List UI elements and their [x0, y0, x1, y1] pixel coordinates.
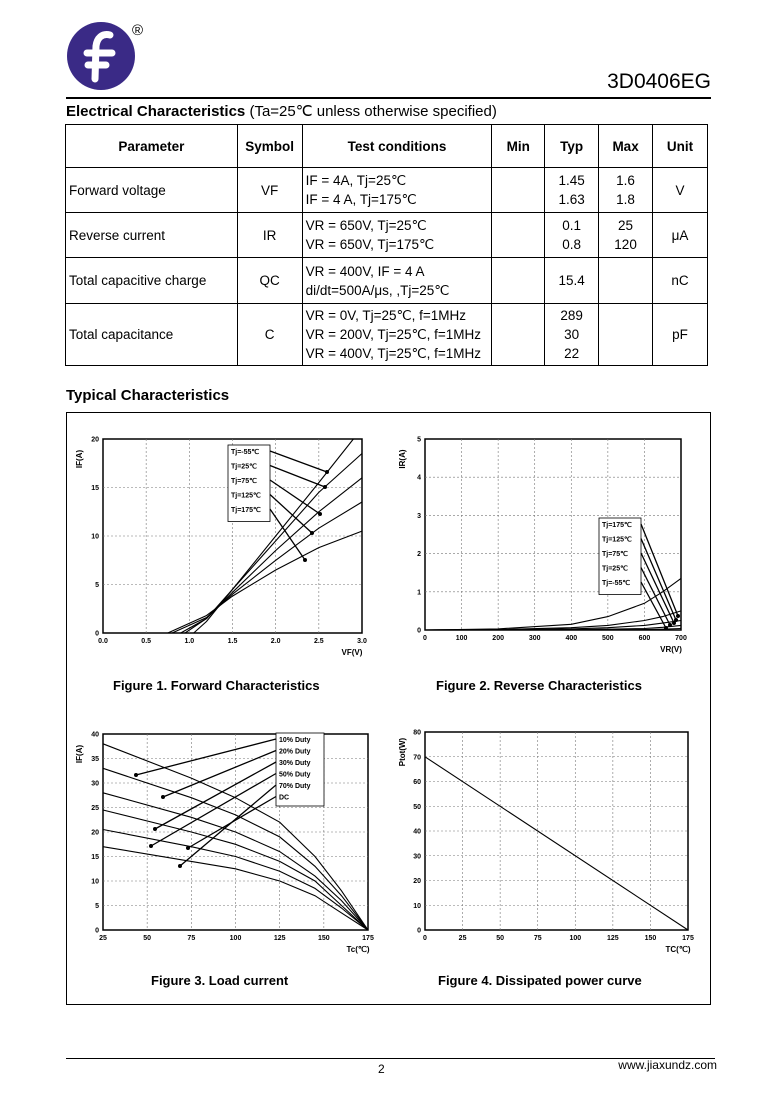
unit-cell: pF — [653, 304, 708, 366]
max-cell: 25 120 — [599, 213, 653, 258]
series-line — [425, 757, 688, 930]
y-tick-label: 30 — [91, 780, 99, 788]
x-tick-label: 1.5 — [227, 638, 238, 645]
x-tick-label: 700 — [675, 635, 687, 642]
series-line — [103, 793, 368, 930]
legend-arrow-head — [668, 623, 672, 627]
x-axis-label: VR(V) — [660, 645, 682, 654]
y-tick-label: 0 — [95, 927, 99, 935]
param-cell: Total capacitance — [66, 304, 238, 366]
legend-arrow-head — [186, 846, 190, 850]
symbol-cell: IR — [237, 213, 302, 258]
figure-3-caption: Figure 3. Load current — [151, 973, 289, 988]
legend-entry: Tj=125℃ — [602, 536, 632, 544]
series-line — [185, 454, 362, 634]
x-tick-label: 200 — [492, 635, 504, 642]
y-tick-label: 25 — [91, 805, 99, 812]
y-axis-label: IR(A) — [398, 449, 407, 469]
legend-entry: Tj=-55℃ — [231, 449, 260, 456]
y-tick-label: 30 — [413, 853, 421, 861]
legend-arrow-head — [134, 773, 138, 777]
legend-entry: Tj=75℃ — [231, 478, 257, 485]
conditions-cell: VR = 400V, IF = 4 A di/dt=500A/μs, ,Tj=25℃ — [302, 258, 492, 304]
typical-title: Typical Characteristics — [66, 387, 230, 404]
unit-cell: nC — [653, 258, 708, 304]
legend-arrow-head — [149, 844, 153, 848]
x-tick-label: 0 — [423, 635, 427, 642]
conditions-cell: VR = 0V, Tj=25℃, f=1MHz VR = 200V, Tj=25℃, f=1MHz VR = 400V, Tj=25℃, f=1MHz — [302, 304, 492, 366]
y-tick-label: 3 — [417, 512, 421, 520]
figure-2-caption: Figure 2. Reverse Characteristics — [436, 678, 642, 693]
legend-arrow — [270, 495, 312, 534]
x-axis-label: Tc(℃) — [346, 945, 370, 954]
x-tick-label: 3.0 — [357, 638, 367, 645]
typ-cell: 1.45 1.63 — [545, 168, 599, 213]
legend-entry: Tj=125℃ — [231, 492, 261, 500]
legend-entry: 20% Duty — [279, 748, 311, 756]
series-line — [181, 478, 362, 633]
y-tick-label: 2 — [417, 551, 421, 559]
col-test: Test conditions — [302, 125, 492, 168]
figure-1-caption: Figure 1. Forward Characteristics — [113, 678, 320, 693]
page-number: 2 — [378, 1062, 385, 1076]
legend-arrow — [136, 739, 276, 775]
y-tick-label: 20 — [91, 829, 99, 837]
y-axis-label: IF(A) — [75, 449, 84, 469]
legend-arrow-head — [178, 864, 182, 868]
y-tick-label: 50 — [413, 803, 421, 811]
x-tick-label: 1.0 — [184, 638, 195, 645]
y-tick-label: 10 — [91, 878, 99, 886]
x-tick-label: 25 — [99, 935, 107, 942]
x-tick-label: 400 — [565, 635, 578, 642]
series-line — [194, 439, 354, 633]
y-tick-label: 20 — [91, 436, 99, 444]
legend-entry: DC — [279, 794, 290, 802]
col-parameter: Parameter — [66, 125, 238, 168]
symbol-cell: C — [237, 304, 302, 366]
y-tick-label: 0 — [95, 630, 99, 638]
x-tick-label: 150 — [644, 935, 657, 942]
x-tick-label: 100 — [229, 935, 242, 942]
y-tick-label: 5 — [417, 436, 421, 444]
conditions-cell: VR = 650V, Tj=25℃ VR = 650V, Tj=175℃ — [302, 213, 492, 258]
y-tick-label: 1 — [417, 589, 421, 597]
col-min: Min — [492, 125, 545, 168]
y-axis-label: Ptot(W) — [398, 737, 407, 767]
legend-arrow — [270, 509, 305, 560]
col-max: Max — [599, 125, 653, 168]
legend-entry: Tj=-55℃ — [602, 580, 631, 587]
y-tick-label: 15 — [91, 485, 99, 492]
x-tick-label: 500 — [602, 635, 614, 642]
legend-arrow-head — [153, 827, 157, 831]
legend-arrow — [155, 762, 276, 829]
x-tick-label: 0.0 — [98, 638, 108, 645]
legend-entry: 50% Duty — [279, 771, 311, 779]
x-axis-label: TC(℃) — [665, 945, 691, 954]
x-tick-label: 50 — [496, 935, 505, 942]
legend-entry: Tj=175℃ — [231, 507, 261, 514]
y-tick-label: 60 — [413, 779, 421, 786]
plot-frame — [425, 439, 681, 630]
y-tick-label: 20 — [413, 878, 421, 885]
y-tick-label: 0 — [417, 627, 421, 635]
y-tick-label: 15 — [91, 854, 99, 861]
x-tick-label: 600 — [638, 635, 651, 642]
y-tick-label: 4 — [417, 474, 421, 482]
y-tick-label: 5 — [95, 582, 99, 589]
registered-mark: ® — [132, 22, 144, 39]
legend-entry: 30% Duty — [279, 760, 311, 767]
x-tick-label: 150 — [317, 935, 330, 942]
legend-arrow-head — [318, 512, 322, 516]
x-tick-label: 125 — [607, 935, 619, 942]
website-link[interactable]: www.jiaxundz.com — [618, 1058, 717, 1072]
series-line — [425, 611, 681, 630]
x-tick-label: 175 — [682, 935, 694, 942]
figure-4-caption: Figure 4. Dissipated power curve — [438, 973, 642, 988]
conditions-cell: IF = 4A, Tj=25℃ IF = 4 A, Tj=175℃ — [302, 168, 492, 213]
typ-cell: 0.1 0.8 — [545, 213, 599, 258]
y-tick-label: 40 — [413, 828, 421, 836]
col-symbol: Symbol — [237, 125, 302, 168]
legend-arrow-head — [325, 470, 329, 474]
x-tick-label: 75 — [187, 935, 196, 942]
legend-entry: Tj=25℃ — [231, 463, 257, 471]
plot-frame — [425, 732, 688, 930]
unit-cell: V — [653, 168, 708, 213]
y-tick-label: 0 — [417, 927, 421, 935]
x-tick-label: 175 — [362, 935, 374, 942]
legend-entry: Tj=25℃ — [602, 565, 628, 573]
x-tick-label: 2.0 — [270, 638, 281, 645]
electrical-subtitle: (Ta=25℃ unless otherwise specified) — [249, 103, 497, 120]
part-number: 3D0406EG — [607, 70, 711, 93]
electrical-title: Electrical Characteristics (Ta=25℃ unless otherwise specified) — [66, 103, 497, 120]
param-cell: Forward voltage — [66, 168, 238, 213]
legend-entry: Tj=75℃ — [602, 551, 628, 558]
legend-entry: 10% Duty — [279, 737, 311, 744]
legend-entry: Tj=175℃ — [602, 522, 632, 529]
y-tick-label: 40 — [91, 731, 99, 739]
x-tick-label: 25 — [458, 935, 467, 942]
x-tick-label: 0 — [423, 935, 427, 942]
x-tick-label: 125 — [273, 935, 286, 942]
legend-arrow-head — [664, 626, 668, 630]
param-cell: Reverse current — [66, 213, 238, 258]
legend-arrow-head — [161, 795, 165, 799]
legend-arrow-head — [676, 614, 680, 618]
x-tick-label: 0.5 — [141, 638, 152, 645]
legend-arrow-head — [672, 621, 676, 625]
legend-arrow — [270, 480, 320, 514]
series-line — [168, 531, 362, 633]
x-tick-label: 2.5 — [313, 638, 324, 645]
x-axis-label: VF(V) — [341, 648, 363, 657]
y-tick-label: 10 — [413, 902, 421, 910]
x-tick-label: 100 — [455, 635, 468, 642]
y-tick-label: 35 — [91, 756, 99, 763]
y-axis-label: IF(A) — [75, 744, 84, 764]
legend-arrow — [188, 797, 276, 849]
col-typ: Typ — [545, 125, 599, 168]
unit-cell: μA — [653, 213, 708, 258]
legend-arrow-head — [323, 485, 327, 489]
typ-cell: 15.4 — [545, 258, 599, 304]
symbol-cell: VF — [237, 168, 302, 213]
y-tick-label: 80 — [413, 729, 421, 737]
col-unit: Unit — [653, 125, 708, 168]
x-tick-label: 50 — [143, 935, 152, 942]
x-tick-label: 300 — [528, 635, 541, 642]
symbol-cell: QC — [237, 258, 302, 304]
x-tick-label: 100 — [569, 935, 582, 942]
y-tick-label: 5 — [95, 903, 99, 910]
param-cell: Total capacitive charge — [66, 258, 238, 304]
legend-arrow-head — [310, 531, 314, 535]
legend-arrow-head — [303, 558, 307, 562]
legend-entry: 70% Duty — [279, 783, 311, 790]
typ-cell: 289 30 22 — [545, 304, 599, 366]
x-tick-label: 75 — [533, 935, 542, 942]
y-tick-label: 10 — [91, 533, 99, 541]
max-cell: 1.6 1.8 — [599, 168, 653, 213]
y-tick-label: 70 — [413, 754, 421, 762]
